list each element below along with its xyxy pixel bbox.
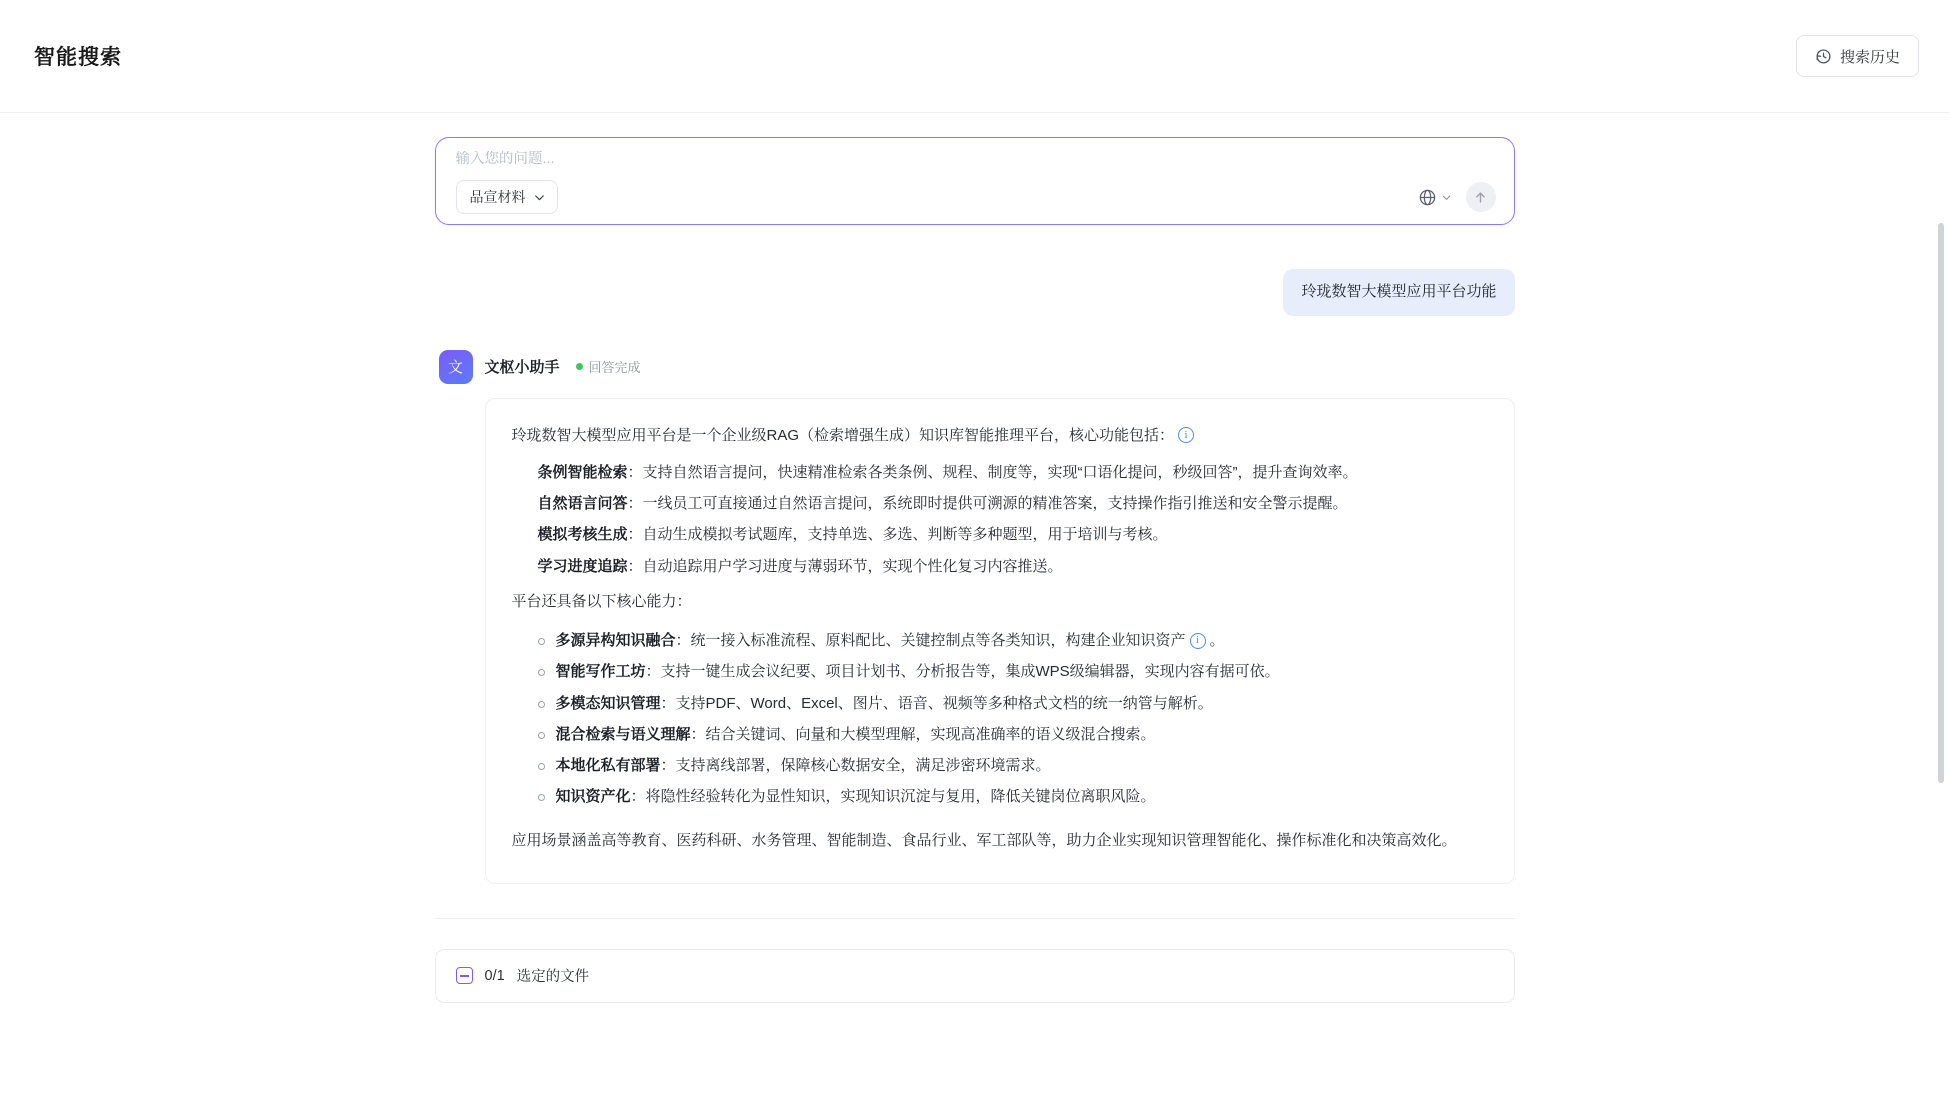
source-selector-label: 品宣材料 bbox=[469, 189, 526, 205]
capability-desc: ：支持PDF、Word、Excel、图片、语音、视频等多种格式文档的统一纳管与解析。 bbox=[660, 694, 1213, 712]
selected-files-count: 0/1 bbox=[484, 967, 505, 984]
assistant-name: 文枢小助手 bbox=[484, 359, 560, 376]
feature-desc: ：一线员工可直接通过自然语言提问，系统即时提供可溯源的精准答案，支持操作指引推送和安全警示提醒。 bbox=[627, 495, 1348, 512]
feature-desc: ：自动生成模拟考试题库，支持单选、多选、判断等多种题型，用于培训与考核。 bbox=[627, 526, 1168, 544]
arrow-up-icon bbox=[1473, 190, 1488, 205]
status-badge bbox=[576, 357, 641, 376]
capability-list bbox=[512, 626, 1488, 812]
feature-term: 模拟考核生成 bbox=[537, 526, 628, 544]
capability-term: 本地化私有部署 bbox=[555, 757, 661, 774]
assistant-message bbox=[435, 350, 1515, 884]
feature-term: 学习进度追踪 bbox=[537, 557, 628, 575]
user-message-bubble: 玲珑数智大模型应用平台功能 bbox=[1283, 269, 1514, 316]
user-message-row bbox=[435, 269, 1515, 316]
answer-intro bbox=[512, 421, 1488, 450]
answer-intro-text: 玲珑数智大模型应用平台是一个企业级RAG（检索增强生成）知识库智能推理平台，核心功能包括： bbox=[511, 426, 1175, 444]
app-header bbox=[0, 0, 1949, 113]
info-circle-icon[interactable]: i bbox=[1178, 427, 1194, 443]
list-item bbox=[538, 782, 1488, 811]
section-divider bbox=[435, 918, 1515, 919]
composer-toolbar bbox=[456, 180, 1496, 214]
list-item bbox=[512, 520, 1488, 549]
capability-tail: 。 bbox=[1209, 632, 1225, 649]
status-dot bbox=[576, 363, 583, 370]
list-item bbox=[538, 720, 1488, 749]
main-scroll-area bbox=[0, 113, 1949, 1104]
page-title: 智能搜索 bbox=[34, 46, 122, 69]
search-history-button[interactable] bbox=[1796, 35, 1919, 77]
capabilities-lead: 平台还具备以下核心能力： bbox=[511, 592, 692, 610]
selected-files-label: 选定的文件 bbox=[516, 969, 590, 986]
capability-term: 多模态知识管理 bbox=[555, 694, 661, 712]
clock-history-icon bbox=[1815, 48, 1832, 65]
indeterminate-checkbox-icon[interactable] bbox=[456, 967, 473, 984]
capability-desc: ：支持一键生成会议纪要、项目计划书、分析报告等，集成WPS级编辑器，实现内容有据可依。 bbox=[645, 663, 1280, 681]
feature-desc: ：支持自然语言提问，快速精准检索各类条例、规程、制度等，实现“口语化提问，秒级回答”，提升查询效率。 bbox=[627, 463, 1358, 481]
feature-desc: ：自动追踪用户学习进度与薄弱环节，实现个性化复习内容推送。 bbox=[627, 557, 1063, 575]
capability-term: 混合检索与语义理解 bbox=[555, 725, 691, 743]
status-label: 回答完成 bbox=[588, 360, 641, 375]
feature-term: 条例智能检索 bbox=[537, 463, 628, 481]
feature-list bbox=[512, 458, 1488, 581]
feature-term: 自然语言问答 bbox=[537, 495, 628, 512]
assistant-answer-card bbox=[485, 398, 1515, 884]
scrollbar-thumb[interactable] bbox=[1938, 223, 1944, 783]
assistant-header bbox=[435, 350, 1515, 384]
globe-icon bbox=[1418, 188, 1437, 207]
send-button[interactable] bbox=[1466, 182, 1496, 212]
answer-closing: 应用场景涵盖高等教育、医药科研、水务管理、智能制造、食品行业、军工部队等，助力企业实现知识管理智能化、操作标准化和决策高效化。 bbox=[511, 831, 1457, 849]
scrollbar[interactable] bbox=[1936, 113, 1946, 1104]
capability-desc: ：将隐性经验转化为显性知识，实现知识沉淀与复用，降低关键岗位离职风险。 bbox=[630, 788, 1156, 806]
info-circle-icon[interactable]: i bbox=[1190, 633, 1206, 649]
chevron-down-icon bbox=[1441, 192, 1452, 203]
list-item bbox=[538, 657, 1488, 686]
avatar: 文 bbox=[439, 350, 473, 384]
capability-term: 多源异构知识融合 bbox=[555, 632, 676, 649]
search-history-label: 搜索历史 bbox=[1839, 48, 1900, 66]
capability-desc: ：结合关键词、向量和大模型理解，实现高准确率的语义级混合搜索。 bbox=[690, 725, 1156, 743]
web-search-toggle[interactable] bbox=[1416, 184, 1454, 211]
list-item bbox=[512, 489, 1488, 518]
capability-term: 智能写作工坊 bbox=[555, 663, 646, 681]
list-item bbox=[512, 458, 1488, 487]
list-item bbox=[538, 689, 1488, 718]
capability-term: 知识资产化 bbox=[555, 788, 631, 806]
capability-desc: ：统一接入标准流程、原料配比、关键控制点等各类知识，构建企业知识资产 bbox=[675, 632, 1186, 649]
content-column bbox=[435, 137, 1515, 1003]
search-input[interactable] bbox=[456, 151, 1496, 167]
chevron-down-icon bbox=[533, 191, 546, 204]
source-selector-button[interactable] bbox=[456, 180, 558, 214]
query-composer[interactable] bbox=[435, 137, 1515, 225]
composer-actions bbox=[1416, 182, 1496, 212]
capability-desc: ：支持离线部署，保障核心数据安全，满足涉密环境需求。 bbox=[660, 757, 1051, 774]
list-item bbox=[538, 751, 1488, 780]
selected-files-bar[interactable] bbox=[435, 949, 1515, 1003]
list-item bbox=[538, 626, 1488, 655]
list-item bbox=[512, 552, 1488, 581]
